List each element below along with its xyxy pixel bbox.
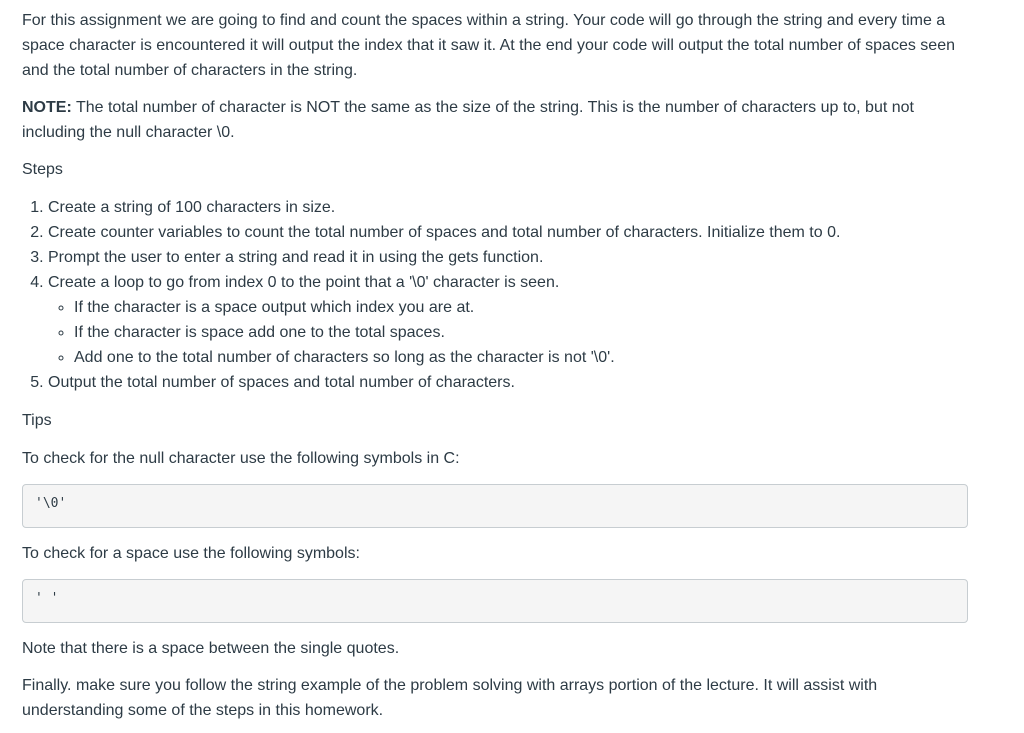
note-label: NOTE: <box>22 99 72 116</box>
null-char-code-block: '\0' <box>22 484 968 528</box>
substep-item: ◦ Add one to the total number of characters so long as the character is not '\0'. <box>74 345 972 370</box>
space-check-text: To check for a space use the following symbols: <box>22 545 360 562</box>
null-check-text: To check for the null character use the following symbols in C: <box>22 450 460 467</box>
step-item: 2. Create counter variables to count the total number of spaces and total number of characters. Initialize them to 0. <box>48 220 972 245</box>
finally-paragraph: Finally. make sure you follow the string example of the problem solving with arrays portion of the lecture. It will assist with understanding some of the steps in this homework. <box>22 677 878 719</box>
space-char-code-block: ' ' <box>22 579 968 623</box>
step-item-text: Create a loop to go from index 0 to the point that a '\0' character is seen. <box>48 274 560 291</box>
substep-item: ◦ If the character is space add one to the total spaces. <box>74 320 972 345</box>
steps-heading: Steps <box>22 161 63 178</box>
step-sublist <box>48 295 972 370</box>
step-item: 3. Prompt the user to enter a string and read it in using the gets function. <box>48 245 972 270</box>
intro-paragraph: For this assignment we are going to find and count the spaces within a string. Your code will go through the string and every time a space character is encountered it will output the index that it saw it. At the end your code will output the total number of spaces seen and the total number of characters in the string. <box>22 12 955 79</box>
note-paragraph <box>22 95 972 145</box>
note-text: The total number of character is NOT the same as the size of the string. This is the number of characters up to, but not including the null character \0. <box>22 99 914 141</box>
steps-list <box>22 195 972 395</box>
step-item: 1. Create a string of 100 characters in size. <box>48 195 972 220</box>
tips-heading: Tips <box>22 412 52 429</box>
substep-item: ◦ If the character is a space output which index you are at. <box>74 295 972 320</box>
step-item: 5. Output the total number of spaces and total number of characters. <box>48 370 972 395</box>
step-item <box>48 270 972 370</box>
space-note-text: Note that there is a space between the single quotes. <box>22 640 400 657</box>
